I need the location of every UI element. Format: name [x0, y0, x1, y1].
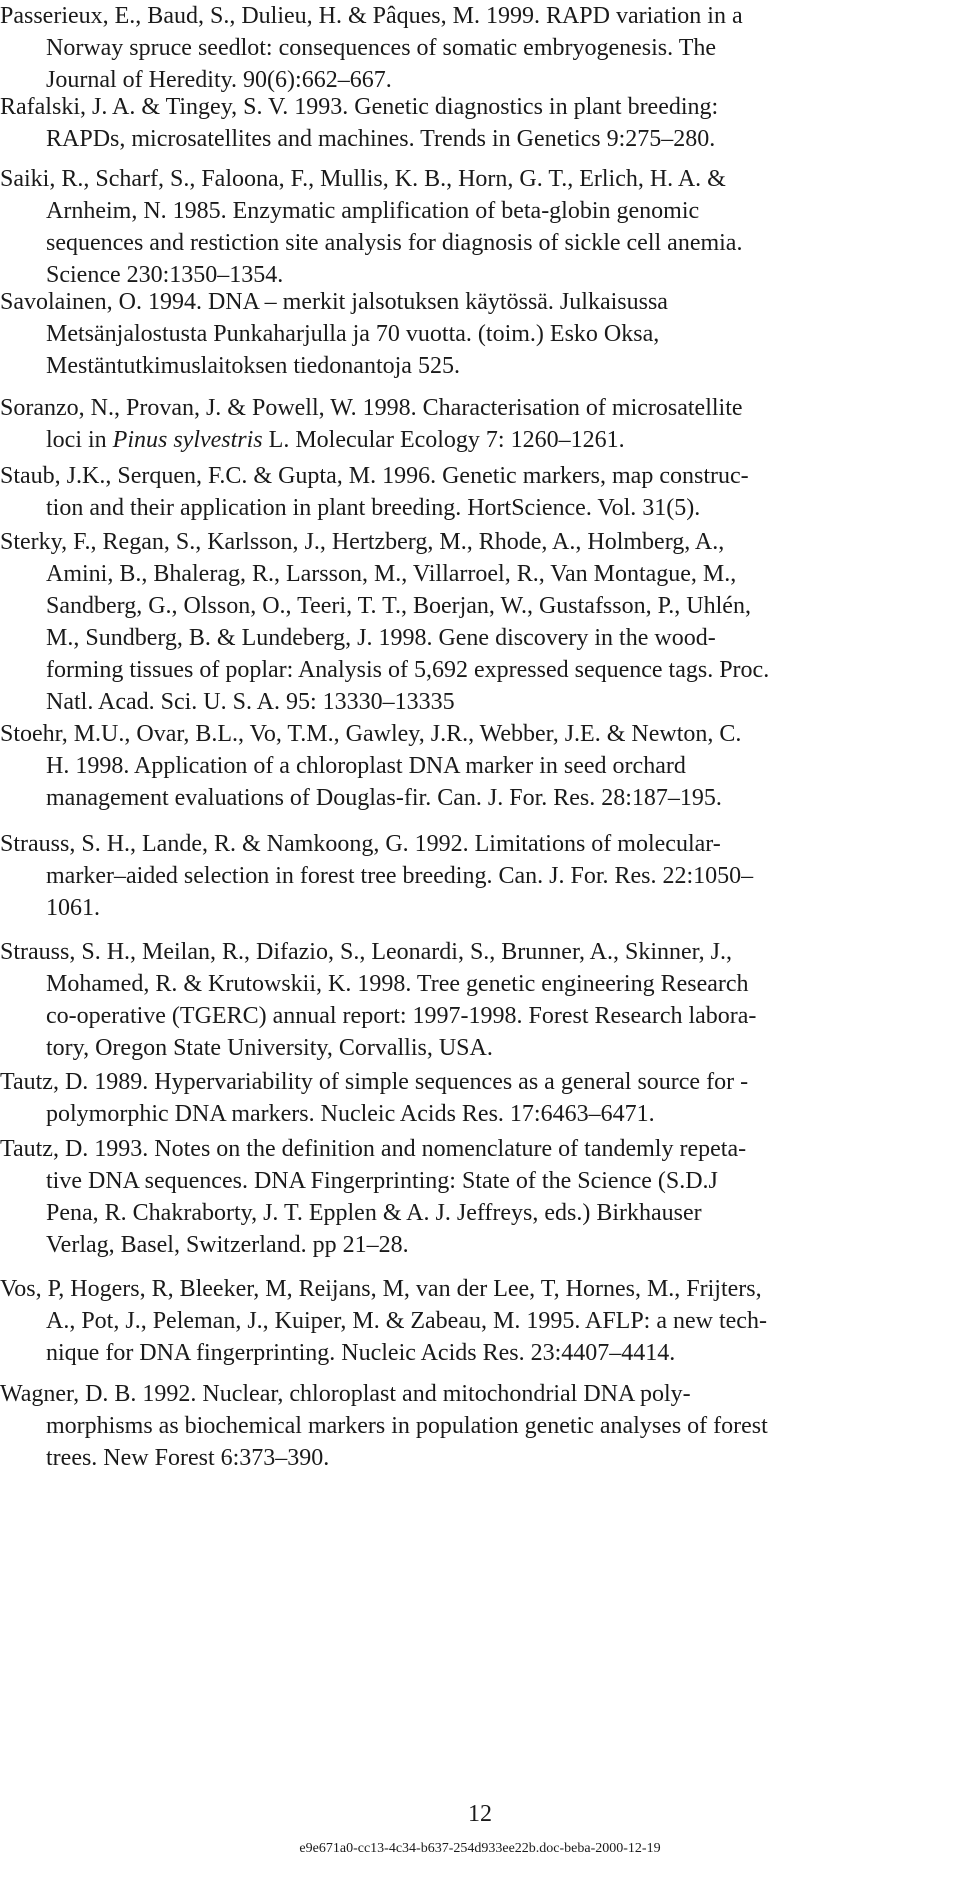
reference-line: [46, 424, 743, 456]
reference-line: polymorphic DNA markers. Nucleic Acids Res. 17:6463–6471.: [46, 1101, 655, 1127]
reference-line: tion and their application in plant breeding. HortScience. Vol. 31(5).: [46, 495, 701, 521]
reference-line: Sandberg, G., Olsson, O., Teeri, T. T., Boerjan, W., Gustafsson, P., Uhlén,: [46, 593, 751, 619]
reference-entry: [0, 1066, 748, 1130]
reference-text: L. Molecular Ecology 7: 1260–1261.: [262, 427, 625, 453]
reference-line: Staub, J.K., Serquen, F.C. & Gupta, M. 1996. Genetic markers, map construc-: [0, 463, 749, 489]
reference-entry: [0, 936, 756, 1064]
reference-line: morphisms as biochemical markers in population genetic analyses of forest: [46, 1413, 768, 1439]
reference-line: Arnheim, N. 1985. Enzymatic amplification of beta-globin genomic: [46, 198, 700, 224]
reference-line: Stoehr, M.U., Ovar, B.L., Vo, T.M., Gawley, J.R., Webber, J.E. & Newton, C.: [0, 721, 742, 747]
reference-line: forming tissues of poplar: Analysis of 5,692 expressed sequence tags. Proc.: [46, 657, 770, 683]
reference-line: M., Sundberg, B. & Lundeberg, J. 1998. Gene discovery in the wood-: [46, 625, 716, 651]
reference-line: Natl. Acad. Sci. U. S. A. 95: 13330–13335: [46, 689, 455, 715]
reference-line: tory, Oregon State University, Corvallis, USA.: [46, 1035, 493, 1061]
reference-line: Strauss, S. H., Meilan, R., Difazio, S., Leonardi, S., Brunner, A., Skinner, J.,: [0, 939, 733, 965]
reference-entry: [0, 1273, 767, 1369]
reference-line: A., Pot, J., Peleman, J., Kuiper, M. & Zabeau, M. 1995. AFLP: a new tech-: [46, 1308, 767, 1334]
reference-line: Soranzo, N., Provan, J. & Powell, W. 1998. Characterisation of microsatellite: [0, 395, 743, 421]
reference-entry: [0, 460, 749, 524]
reference-line: management evaluations of Douglas-fir. Can. J. For. Res. 28:187–195.: [46, 785, 722, 811]
reference-line: Tautz, D. 1993. Notes on the definition and nomenclature of tandemly repeta-: [0, 1136, 747, 1162]
document-id: e9e671a0-cc13-4c34-b637-254d933ee22b.doc-beba-2000-12-19: [299, 1841, 661, 1856]
reference-line: Journal of Heredity. 90(6):662–667.: [46, 67, 392, 93]
reference-line: Sterky, F., Regan, S., Karlsson, J., Hertzberg, M., Rhode, A., Holmberg, A.,: [0, 529, 725, 555]
reference-line: Savolainen, O. 1994. DNA – merkit jalsotuksen käytössä. Julkaisussa: [0, 289, 668, 315]
reference-line: H. 1998. Application of a chloroplast DNA marker in seed orchard: [46, 753, 686, 779]
reference-line: Metsänjalostusta Punkaharjulla ja 70 vuotta. (toim.) Esko Oksa,: [46, 321, 660, 347]
reference-text: loci in: [46, 427, 113, 453]
reference-line: Vos, P, Hogers, R, Bleeker, M, Reijans, M, van der Lee, T, Hornes, M., Frijters,: [0, 1276, 762, 1302]
reference-entry: [0, 1133, 746, 1261]
reference-entry: [0, 163, 742, 291]
page-number: 12: [468, 1801, 492, 1827]
reference-line: Rafalski, J. A. & Tingey, S. V. 1993. Genetic diagnostics in plant breeding:: [0, 94, 719, 120]
reference-entry: [0, 91, 718, 155]
reference-line: Tautz, D. 1989. Hypervariability of simple sequences as a general source for -: [0, 1069, 749, 1095]
reference-entry: [0, 828, 753, 924]
reference-line: 1061.: [46, 895, 100, 921]
reference-line: marker–aided selection in forest tree breeding. Can. J. For. Res. 22:1050–: [46, 863, 754, 889]
reference-line: Wagner, D. B. 1992. Nuclear, chloroplast and mitochondrial DNA poly-: [0, 1381, 691, 1407]
reference-line: Mohamed, R. & Krutowskii, K. 1998. Tree genetic engineering Research: [46, 971, 749, 997]
reference-entry: [0, 0, 743, 96]
reference-line: Science 230:1350–1354.: [46, 262, 284, 288]
reference-line: Norway spruce seedlot: consequences of somatic embryogenesis. The: [46, 35, 717, 61]
reference-entry: [0, 392, 743, 456]
reference-line: co-operative (TGERC) annual report: 1997-1998. Forest Research labora-: [46, 1003, 757, 1029]
reference-line: sequences and restiction site analysis for diagnosis of sickle cell anemia.: [46, 230, 743, 256]
reference-entry: [0, 526, 769, 718]
reference-entry: [0, 718, 741, 814]
reference-line: Strauss, S. H., Lande, R. & Namkoong, G. 1992. Limitations of molecular-: [0, 831, 721, 857]
reference-line: Passerieux, E., Baud, S., Dulieu, H. & Pâques, M. 1999. RAPD variation in a: [0, 3, 743, 29]
reference-line: trees. New Forest 6:373–390.: [46, 1445, 330, 1471]
reference-line: Verlag, Basel, Switzerland. pp 21–28.: [46, 1232, 409, 1258]
reference-line: nique for DNA fingerprinting. Nucleic Acids Res. 23:4407–4414.: [46, 1340, 676, 1366]
reference-line: tive DNA sequences. DNA Fingerprinting: State of the Science (S.D.J: [46, 1168, 718, 1194]
species-name: Pinus sylvestris: [112, 427, 263, 453]
reference-line: Saiki, R., Scharf, S., Faloona, F., Mullis, K. B., Horn, G. T., Erlich, H. A. &: [0, 166, 726, 192]
reference-line: RAPDs, microsatellites and machines. Trends in Genetics 9:275–280.: [46, 126, 716, 152]
reference-line: Amini, B., Bhalerag, R., Larsson, M., Villarroel, R., Van Montague, M.,: [46, 561, 737, 587]
reference-line: Mestäntutkimuslaitoksen tiedonantoja 525.: [46, 353, 460, 379]
reference-entry: [0, 1378, 768, 1474]
reference-line: Pena, R. Chakraborty, J. T. Epplen & A. J. Jeffreys, eds.) Birkhauser: [46, 1200, 702, 1226]
reference-entry: [0, 286, 668, 382]
